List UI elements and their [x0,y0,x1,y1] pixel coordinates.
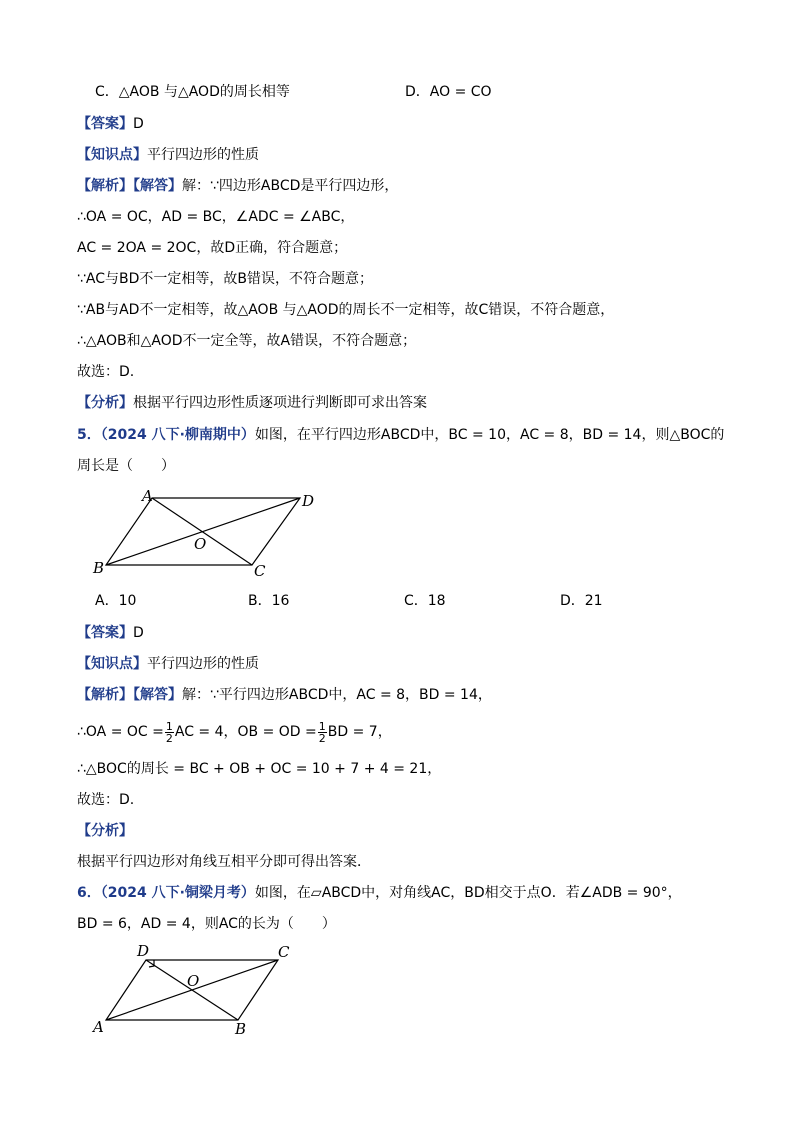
q5-option-d: D．21 [560,593,603,609]
q5-option-c: C．18 [404,593,446,609]
analysis-part-a: ∴OA = OC = [77,724,164,740]
answer-label: 【答案】 [77,625,133,641]
vertex-label-d: D [137,942,150,960]
diagonal-bd [146,960,238,1020]
q5-fenxi-label [77,821,133,841]
fraction-denominator: 2 [318,731,326,745]
knowledge-value: 平行四边形的性质 [147,147,259,163]
q4-analysis-line-7: 故选：D. [77,364,135,380]
q6-stem-line-1 [77,883,682,903]
knowledge-label: 【知识点】 [77,147,147,163]
center-label-o: O [194,535,207,553]
vertex-label-c: C [278,943,290,961]
fenxi-text: 根据平行四边形性质逐项进行判断即可求出答案 [133,395,427,411]
analysis-part-b: AC = 4，OB = OD = [174,724,317,740]
q5-parallelogram-figure [88,484,328,584]
fraction-numerator: 1 [318,719,326,733]
knowledge-label: 【知识点】 [77,656,147,672]
answer-value: D [133,625,144,641]
analysis-text: 解：∵四边形ABCD是平行四边形， [182,178,399,194]
q5-analysis-line-2 [77,719,392,745]
analysis-text: 解：∵平行四边形ABCD中，AC = 8，BD = 14， [182,687,492,703]
q5-analysis-line-1 [77,685,492,705]
q4-option-d: D．AO = CO [405,84,492,100]
q5-option-a: A．10 [95,593,137,609]
q6-source: （2024 八下·铜梁月考） [100,885,255,901]
vertex-label-b: B [93,559,105,577]
q5-stem-line-2: 周长是（ ） [77,458,175,474]
q6-parallelogram-figure [88,940,308,1040]
q4-fenxi [77,393,427,413]
answer-label: 【答案】 [77,116,133,132]
fenxi-label: 【分析】 [77,823,133,839]
q5-stem-line-1 [77,425,724,445]
q4-answer [77,114,144,134]
fraction-numerator: 1 [165,719,173,733]
q6-stem-text: 如图，在▱ABCD中，对角线AC，BD相交于点O．若∠ADB = 90°， [254,885,682,901]
fraction-denominator: 2 [165,731,173,745]
q4-analysis-line-4: ∵AC与BD不一定相等，故B错误，不符合题意； [77,271,374,287]
diagonal-bd [106,498,300,565]
analysis-part-c: BD = 7， [327,724,392,740]
vertex-label-a: A [93,1018,104,1036]
q5-fenxi-text: 根据平行四边形对角线互相平分即可得出答案． [77,854,371,870]
q5-option-b: B．16 [248,593,290,609]
q5-stem-text: 如图，在平行四边形ABCD中，BC = 10，AC = 8，BD = 14，则△BOC的 [254,427,725,443]
vertex-label-d: D [302,492,315,510]
answer-value: D [133,116,144,132]
q4-option-c: C．△AOB 与△AOD的周长相等 [95,84,290,100]
q6-number: 6． [77,885,101,901]
q4-knowledge [77,145,259,165]
q4-analysis-line-2: ∴OA = OC，AD = BC，∠ADC = ∠ABC， [77,209,355,225]
analysis-label: 【解析】【解答】 [77,687,182,703]
q4-analysis-line-5: ∵AB与AD不一定相等，故△AOB 与△AOD的周长不一定相等，故C错误，不符合题意， [77,302,615,318]
knowledge-value: 平行四边形的性质 [147,656,259,672]
vertex-label-c: C [254,562,266,580]
fraction-half [165,721,174,744]
q4-analysis-line-3: AC = 2OA = 2OC，故D正确，符合题意； [77,240,348,256]
q5-analysis-line-4: 故选：D. [77,792,135,808]
q5-analysis-line-3: ∴△BOC的周长 = BC + OB + OC = 10 + 7 + 4 = 21， [77,761,442,777]
fenxi-label: 【分析】 [77,395,133,411]
analysis-label: 【解析】【解答】 [77,178,182,194]
vertex-label-a: A [142,487,153,505]
q5-source: （2024 八下·柳南期中） [100,427,255,443]
q6-stem-line-2: BD = 6，AD = 4，则AC的长为（ ） [77,916,336,932]
center-label-o: O [187,972,200,990]
q5-knowledge [77,654,259,674]
q4-analysis-line-1 [77,176,398,196]
fraction-half [318,721,327,744]
q4-analysis-line-6: ∴△AOB和△AOD不一定全等，故A错误，不符合题意； [77,333,417,349]
q5-number: 5． [77,427,101,443]
q5-answer [77,623,144,643]
vertex-label-b: B [235,1020,247,1038]
